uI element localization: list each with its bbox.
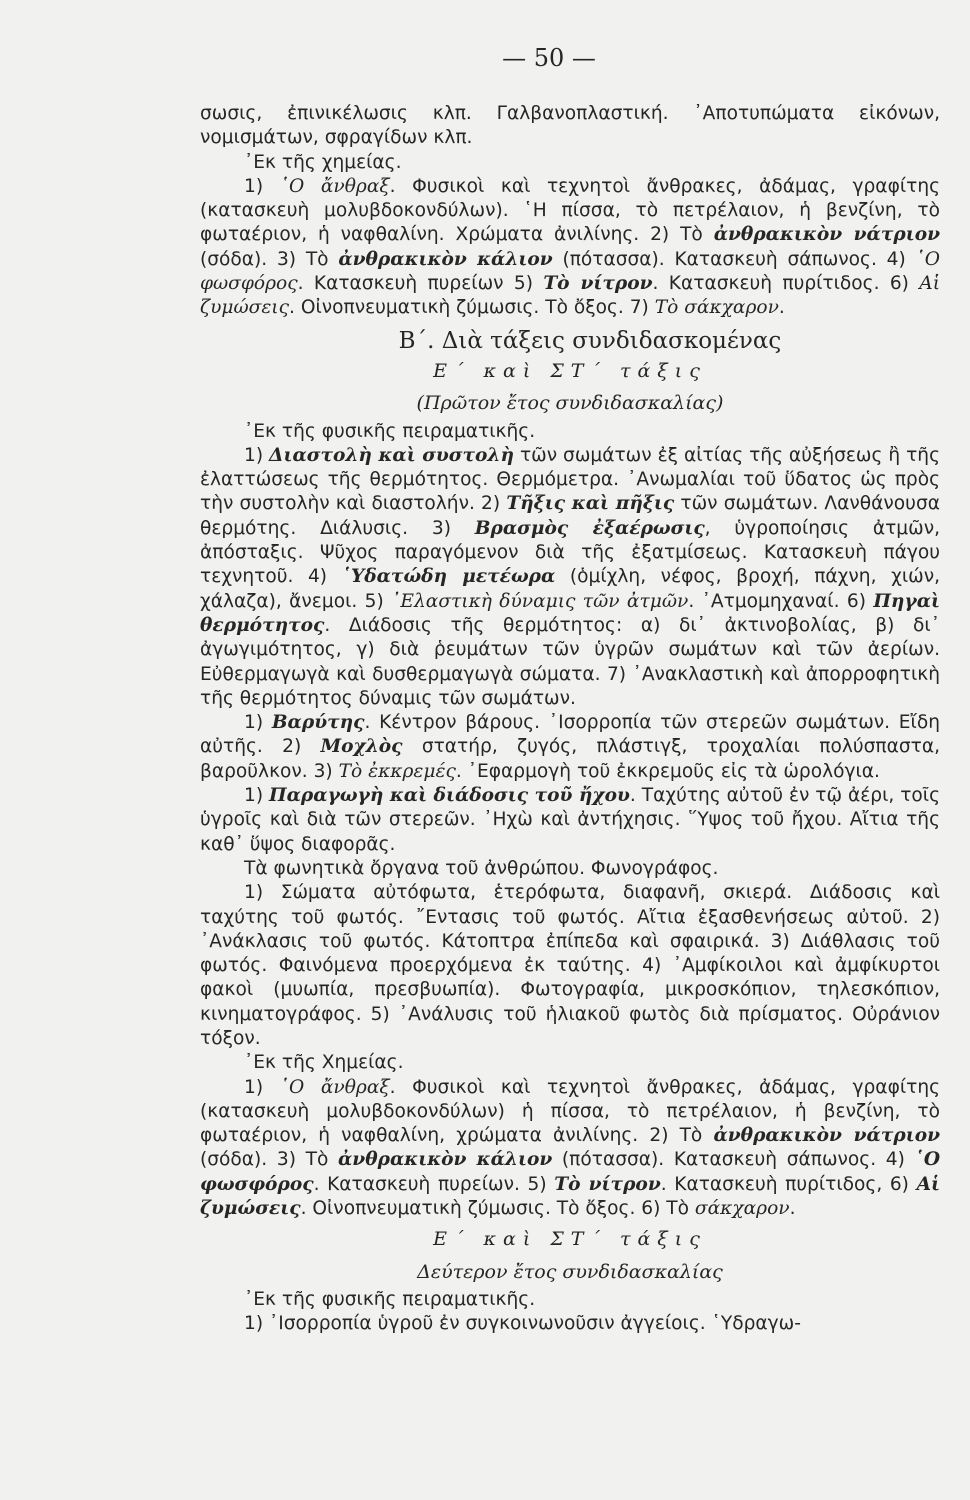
text-run: 1) ᾿Ισορροπία ὑγροῦ ἐν συγκοινωνοῦσιν ἀγγείοις. ῾Υδραγω- (244, 1313, 801, 1335)
bold-term: Βρασμὸς ἐξαέρωσις (474, 517, 705, 539)
year-heading: (Πρῶτον ἔτος συνδιδασκαλίας) (416, 392, 724, 415)
year-heading: Δεύτερον ἔτος συνδιδασκαλίας (417, 1260, 723, 1283)
bold-term: Τὸ νίτρον (554, 1173, 661, 1195)
text-run: . Κατασκευὴ πυρίτιδος. 6) (652, 273, 920, 295)
paragraph (200, 857, 940, 881)
text-run: στατήρ, ζυγός, πλάστιγξ, τροχαλίαι πολύσπαστα, βαροῦλκον. 3) (200, 736, 940, 782)
paragraph (200, 881, 940, 1051)
italic-term: ᾿Ελαστικὴ δύναμις τῶν ἀτμῶν (391, 590, 689, 612)
text-run: 1) (244, 1076, 280, 1098)
text-run: . (778, 297, 785, 319)
bold-term: Μοχλὸς (320, 736, 403, 758)
paragraph (200, 784, 940, 857)
text-run: . ᾿Ατμομηχαναί. 6) (688, 590, 874, 612)
bold-term: ῾Ο φωσφόρος (200, 1149, 941, 1195)
text-run: ᾿Εκ τῆς φυσικῆς πειραματικῆς. (244, 420, 536, 442)
text-run: σωσις, ἐπινικέλωσις κλπ. Γαλβανοπλαστική. ᾿Αποτυπώματα εἰκόνων, νομισμάτων, σφραγίδων κλπ. (200, 103, 940, 149)
bold-term: Διαστολὴ καὶ συστολὴ (269, 444, 514, 466)
paragraph (200, 1288, 940, 1312)
italic-term: σάκχαρον (694, 1198, 790, 1220)
bold-term: ἀνθρακικὸν κάλιον (338, 248, 553, 270)
text-run: . Φυσικοὶ καὶ τεχνητοὶ ἄνθρακες, ἀδάμας, γραφίτης (κατασκευὴ μολυβδοκονδύλων) ἡ πίσσα, τὸ πετρέλαιον, ἡ βενζίνη, τὸ φωταέριον, ἡ ναφθαλίνη, χρώματα ἀνιλίνης. 2) Τὸ (200, 1076, 941, 1147)
bold-term: Βαρύτης (271, 712, 365, 734)
text-run: Τὰ φωνητικὰ ὄργανα τοῦ ἀνθρώπου. Φωνογράφος. (244, 857, 719, 879)
text-run: . ᾿Εφαρμογὴ τοῦ ἐκκρεμοῦς εἰς τὰ ὡρολόγια. (455, 760, 880, 782)
paragraph (200, 1312, 940, 1336)
text-run: , ὑγροποίησις ἀτμῶν, ἀπόσταξις. Ψῦχος παραγόμενον διὰ τῆς ἐξατμίσεως. Κατασκευὴ πάγου τεχνητοῦ. 4) (200, 517, 940, 588)
text-run: 1) (244, 444, 270, 466)
text-run: . Διάδοσις τῆς θερμότητος: α) δι᾿ ἀκτινοβολίας, β) δι᾿ ἀγωγιμότητος, γ) διὰ ῥευμάτων τῶν ὑγρῶν σωμάτων καὶ τῶν ἀερίων. Εὐθερμαγωγὰ καὶ δυσθερμαγωγὰ σώματα. 7) ᾿Ανακλαστικὴ καὶ ἀπορροφητικὴ τῆς θερμότητος δύναμις τῶν σωμάτων. (200, 614, 940, 709)
bold-term: Αἱ ζυμώσεις (200, 1173, 940, 1220)
text-run: 1) (244, 175, 280, 197)
text-run: . Κατασκευὴ πυρείων. 5) (313, 1173, 555, 1195)
text-run: . Οἰνοπνευματικὴ ζύμωσις. Τὸ ὄξος. 6) Τὸ (300, 1198, 695, 1220)
page-body (200, 102, 940, 1337)
bold-term: ἀνθρακικὸν νάτριον (713, 1125, 940, 1147)
text-run: ᾿Εκ τῆς Χημείας. (244, 1052, 404, 1074)
text-run: 1) (244, 785, 270, 807)
paragraph (200, 1051, 940, 1075)
italic-term: ῾Ο ἄνθραξ (279, 1076, 390, 1098)
paragraph (200, 175, 940, 321)
paragraph (200, 151, 940, 175)
paragraph (200, 444, 940, 711)
text-run: (σόδα). 3) Τὸ (200, 248, 339, 270)
section-heading: Β΄. Διὰ τάξεις συνδιδασκομένας (398, 327, 782, 354)
text-run: 1) Σώματα αὐτόφωτα, ἑτερόφωτα, διαφανῆ, σκιερά. Διάδοσις καὶ ταχύτης τοῦ φωτός. ῎Εντασις τοῦ φωτός. Αἴτια ἐξασθενήσεως αὐτοῦ. 2) ᾿Ανάκλασις τοῦ φωτός. Κάτοπτρα ἐπίπεδα καὶ σφαιρικά. 3) Διάθλασις τοῦ φωτός. Φαινόμενα προερχόμενα ἐκ ταύτης. 4) ᾿Αμφίκοιλοι καὶ ἀμφίκυρτοι φακοὶ (μυωπία, πρεσβυωπία). Φωτογραφία, μικροσκόπιον, τηλεσκόπιον, κινηματογράφος. 5) ᾿Ανάλυσις τοῦ ἡλιακοῦ φωτὸς διὰ πρίσματος. Οὐράνιον τόξον. (200, 882, 940, 1049)
text-run: τῶν σωμάτων. Λανθάνουσα θερμότης. Διάλυσις. 3) (200, 493, 940, 539)
text-run: . Κατασκευὴ πυρίτιδος, 6) (660, 1173, 917, 1195)
italic-term: Αἱ ζυμώσεις (200, 273, 940, 319)
bold-term: Τὸ νίτρον (543, 273, 653, 295)
text-run: 1) (244, 712, 272, 734)
text-run: (πότασσα). Κατασκευὴ σάπωνος. 4) (552, 248, 916, 270)
italic-term: ῾Ο φωσφόρος (200, 248, 941, 295)
bold-term: Παραγωγὴ καὶ διάδοσις τοῦ ἤχου (269, 785, 630, 807)
bold-term: Τῆξις καὶ πῆξις (506, 493, 675, 515)
text-run: . Οἰνοπνευματικὴ ζύμωσις. Τὸ ὄξος. 7) (289, 297, 655, 319)
bold-term: ἀνθρακικὸν κάλιον (338, 1149, 553, 1171)
page-number: — 50 — (502, 44, 596, 72)
text-run: ᾿Εκ τῆς φυσικῆς πειραματικῆς. (244, 1288, 536, 1310)
text-run: ᾿Εκ τῆς χημείας. (244, 151, 402, 173)
italic-term: Τὸ σάκχαρον (654, 297, 779, 319)
bold-term: ῾Υδατώδη μετέωρα (341, 566, 556, 588)
text-run: . Κέντρον βάρους. ᾿Ισορροπία τῶν στερεῶν σωμάτων. Εἴδη αὐτῆς. 2) (200, 712, 941, 758)
text-run: (πότασσα). Κατασκευὴ σάπωνος. 4) (552, 1149, 915, 1171)
paragraph (200, 420, 940, 444)
paragraph (200, 1076, 940, 1222)
class-heading: Ε΄ καὶ ΣΤ΄ τάξις (433, 1228, 707, 1251)
bold-term: ἀνθρακικὸν νάτριον (713, 224, 940, 246)
text-run: (σόδα). 3) Τὸ (200, 1149, 338, 1171)
text-run: . Κατασκευὴ πυρείων 5) (297, 273, 544, 295)
paragraph (200, 102, 940, 151)
text-run: . Φυσικοὶ καὶ τεχνητοὶ ἄνθρακες, ἀδάμας, γραφίτης (κατασκευὴ μολυβδοκονδύλων). ῾Η πίσσα, τὸ πετρέλαιον, ἡ βενζίνη, τὸ φωταέριον, ἡ ναφθαλίνη. Χρώματα ἀνιλίνης. 2) Τὸ (200, 175, 941, 246)
text-run: τῶν σωμάτων ἐξ αἰτίας τῆς αὐξήσεως ἢ τῆς ἐλαττώσεως τῆς θερμότητος. Θερμόμετρα. ᾿Ανωμαλίαι τοῦ ὕδατος ὡς πρὸς τὴν συστολὴν καὶ διαστολήν. 2) (200, 444, 940, 515)
italic-term: ῾Ο ἄνθραξ (279, 175, 390, 197)
text-run: (ὁμίχλη, νέφος, βροχή, πάχνη, χιών, χάλαζα), ἄνεμοι. 5) (200, 566, 940, 612)
text-run: . Ταχύτης αὐτοῦ ἐν τῷ ἀέρι, τοῖς ὑγροῖς καὶ διὰ τῶν στερεῶν. ᾿Ηχὼ καὶ ἀντήχησις. ῞Υψος τοῦ ἤχου. Αἴτια τῆς καθ᾿ ὕψος διαφορᾶς. (200, 785, 940, 855)
bold-term: Πηγαὶ θερμότητος (200, 590, 941, 636)
text-run: . (789, 1198, 796, 1220)
italic-term: Τὸ ἐκκρεμές (338, 760, 456, 782)
class-heading: Ε΄ καὶ ΣΤ΄ τάξις (433, 359, 707, 382)
paragraph (200, 711, 940, 784)
